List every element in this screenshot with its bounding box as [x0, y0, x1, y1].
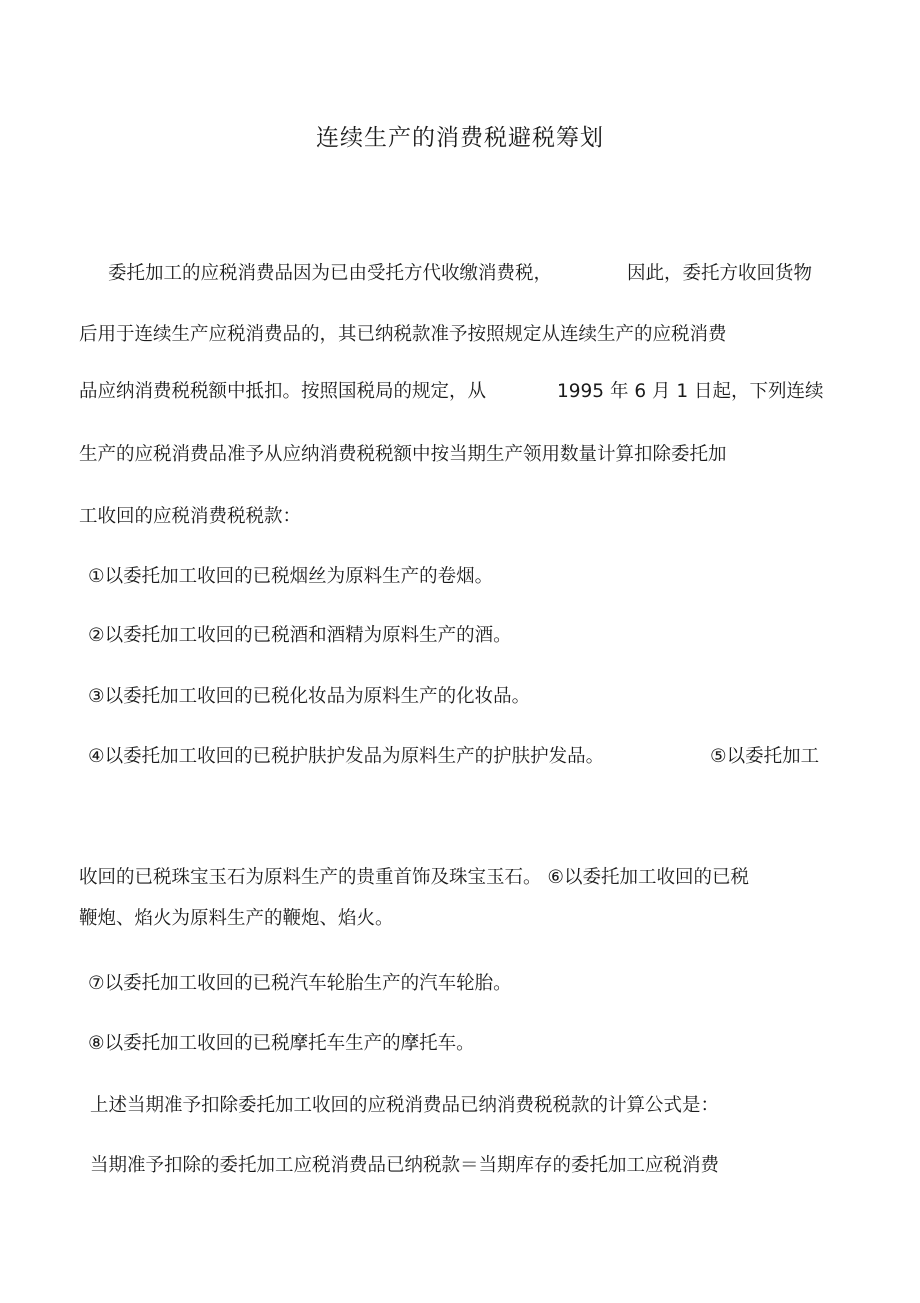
paragraph-line: 因此，委托方收回货物: [627, 263, 813, 284]
list-item: 鞭炮、焰火为原料生产的鞭炮、焰火。: [79, 908, 394, 929]
paragraph-line: 1995 年 6 月 1 日起，下列连续: [557, 381, 824, 402]
paragraph-line: 后用于连续生产应税消费品的，其已纳税款准予按照规定从连续生产的应税消费: [79, 324, 727, 345]
list-item: ③以委托加工收回的已税化妆品为原料生产的化妆品。: [88, 686, 531, 707]
paragraph-line: 生产的应税消费品准予从应纳消费税税额中按当期生产领用数量计算扣除委托加: [79, 444, 727, 465]
paragraph-line: 工收回的应税消费税税款：: [79, 506, 302, 527]
list-item: ④以委托加工收回的已税护肤护发品为原料生产的护肤护发品。: [88, 746, 605, 767]
paragraph-line: 品应纳消费税税额中抵扣。按照国税局的规定，从: [79, 381, 487, 402]
list-item: ⑧以委托加工收回的已税摩托车生产的摩托车。: [88, 1033, 475, 1054]
list-item: ②以委托加工收回的已税酒和酒精为原料生产的酒。: [88, 625, 512, 646]
formula-intro: 上述当期准予扣除委托加工收回的应税消费品已纳消费税税款的计算公式是：: [90, 1095, 720, 1116]
formula-line: 当期准予扣除的委托加工应税消费品已纳税款＝当期库存的委托加工应税消费: [90, 1155, 720, 1176]
document-title: 连续生产的消费税避税筹划: [316, 125, 604, 151]
list-item: ①以委托加工收回的已税烟丝为原料生产的卷烟。: [88, 566, 494, 587]
paragraph-line: 委托加工的应税消费品因为已由受托方代收缴消费税，: [108, 263, 553, 284]
list-item: 收回的已税珠宝玉石为原料生产的贵重首饰及珠宝玉石。 ⑥以委托加工收回的已税: [79, 867, 749, 888]
list-item: ⑤以委托加工: [710, 746, 820, 767]
list-item: ⑦以委托加工收回的已税汽车轮胎生产的汽车轮胎。: [88, 973, 512, 994]
